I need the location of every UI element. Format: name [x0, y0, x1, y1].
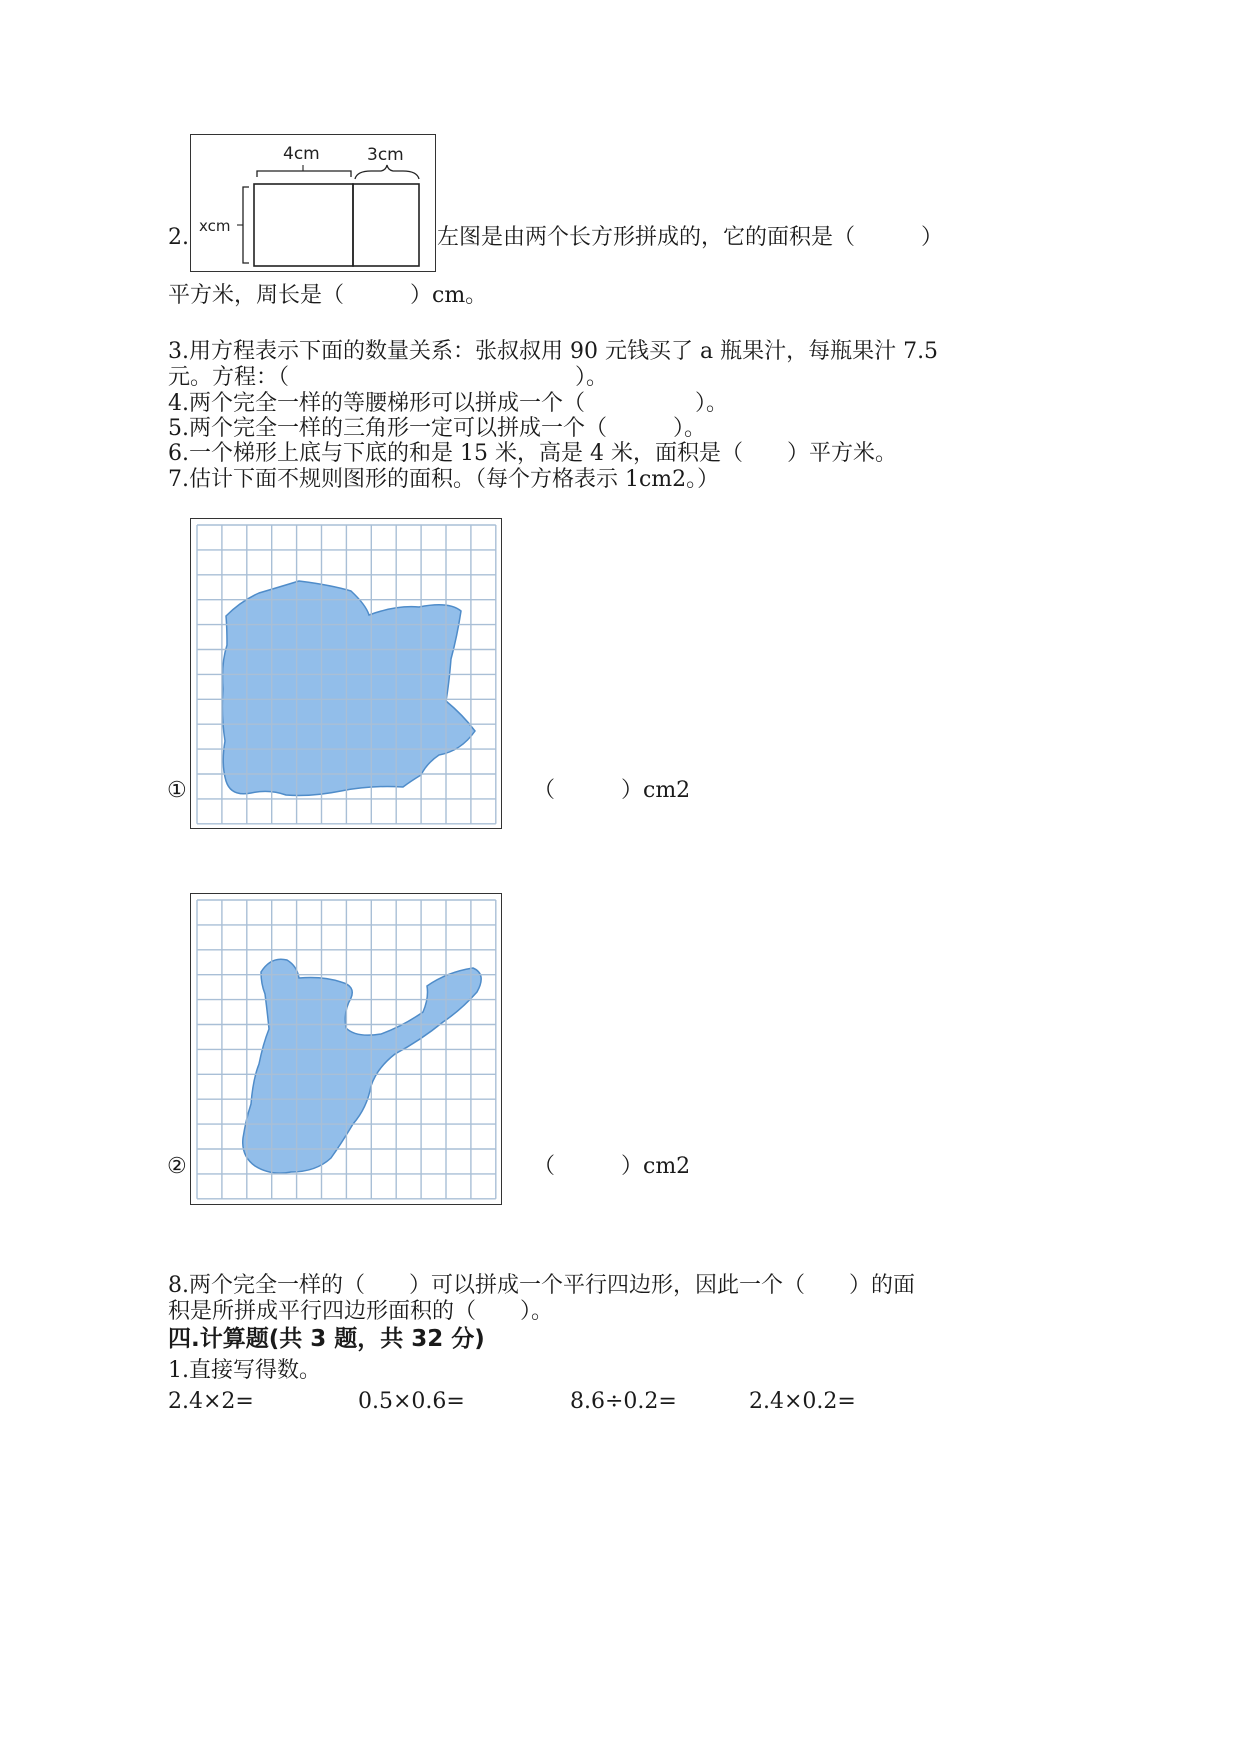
calc-problem-1: 2.4×2=: [168, 1389, 254, 1414]
label-xcm: xcm: [199, 217, 231, 235]
grid-figure-2: [190, 893, 502, 1205]
q8-line1: 8.两个完全一样的（ ）可以拼成一个平行四边形，因此一个（ ）的面: [168, 1273, 915, 1298]
q2-text-line1: 左图是由两个长方形拼成的，它的面积是（ ）: [437, 225, 944, 250]
irregular-shape-1: [191, 519, 501, 828]
label-3cm: 3cm: [367, 145, 404, 165]
marker-1: ①: [167, 778, 187, 803]
marker-2: ②: [167, 1154, 187, 1179]
section4-title: 四.计算题(共 3 题，共 32 分): [168, 1326, 485, 1352]
grid-figure-1: [190, 518, 502, 829]
calc-problem-4: 2.4×0.2=: [749, 1389, 856, 1414]
q3-line2: 元。方程：（ ）。: [168, 365, 609, 390]
q5-text: 5.两个完全一样的三角形一定可以拼成一个（ ）。: [168, 416, 706, 441]
q3-line1: 3.用方程表示下面的数量关系：张叔叔用 90 元钱买了 a 瓶果汁，每瓶果汁 7.5: [168, 339, 939, 364]
q2-text-line2: 平方米，周长是（ ）cm。: [168, 283, 488, 308]
calc-problem-2: 0.5×0.6=: [358, 1389, 465, 1414]
irregular-shape-2: [191, 894, 501, 1204]
answer-blank-2[interactable]: （ ）cm2: [533, 1154, 691, 1179]
calc-problem-3: 8.6÷0.2=: [570, 1389, 677, 1414]
q6-text: 6.一个梯形上底与下底的和是 15 米，高是 4 米，面积是（ ）平方米。: [168, 441, 897, 466]
q8-line2: 积是所拼成平行四边形面积的（ ）。: [168, 1299, 554, 1324]
label-4cm: 4cm: [283, 144, 320, 164]
answer-blank-1[interactable]: （ ）cm2: [533, 778, 691, 803]
q2-number: 2.: [168, 225, 189, 250]
section4-item1: 1.直接写得数。: [168, 1358, 321, 1383]
rectangles-figure: [190, 134, 436, 272]
q7-text: 7.估计下面不规则图形的面积。（每个方格表示 1cm2。）: [168, 467, 720, 492]
rectangles-diagram: [191, 135, 435, 271]
q4-text: 4.两个完全一样的等腰梯形可以拼成一个（ ）。: [168, 391, 728, 416]
